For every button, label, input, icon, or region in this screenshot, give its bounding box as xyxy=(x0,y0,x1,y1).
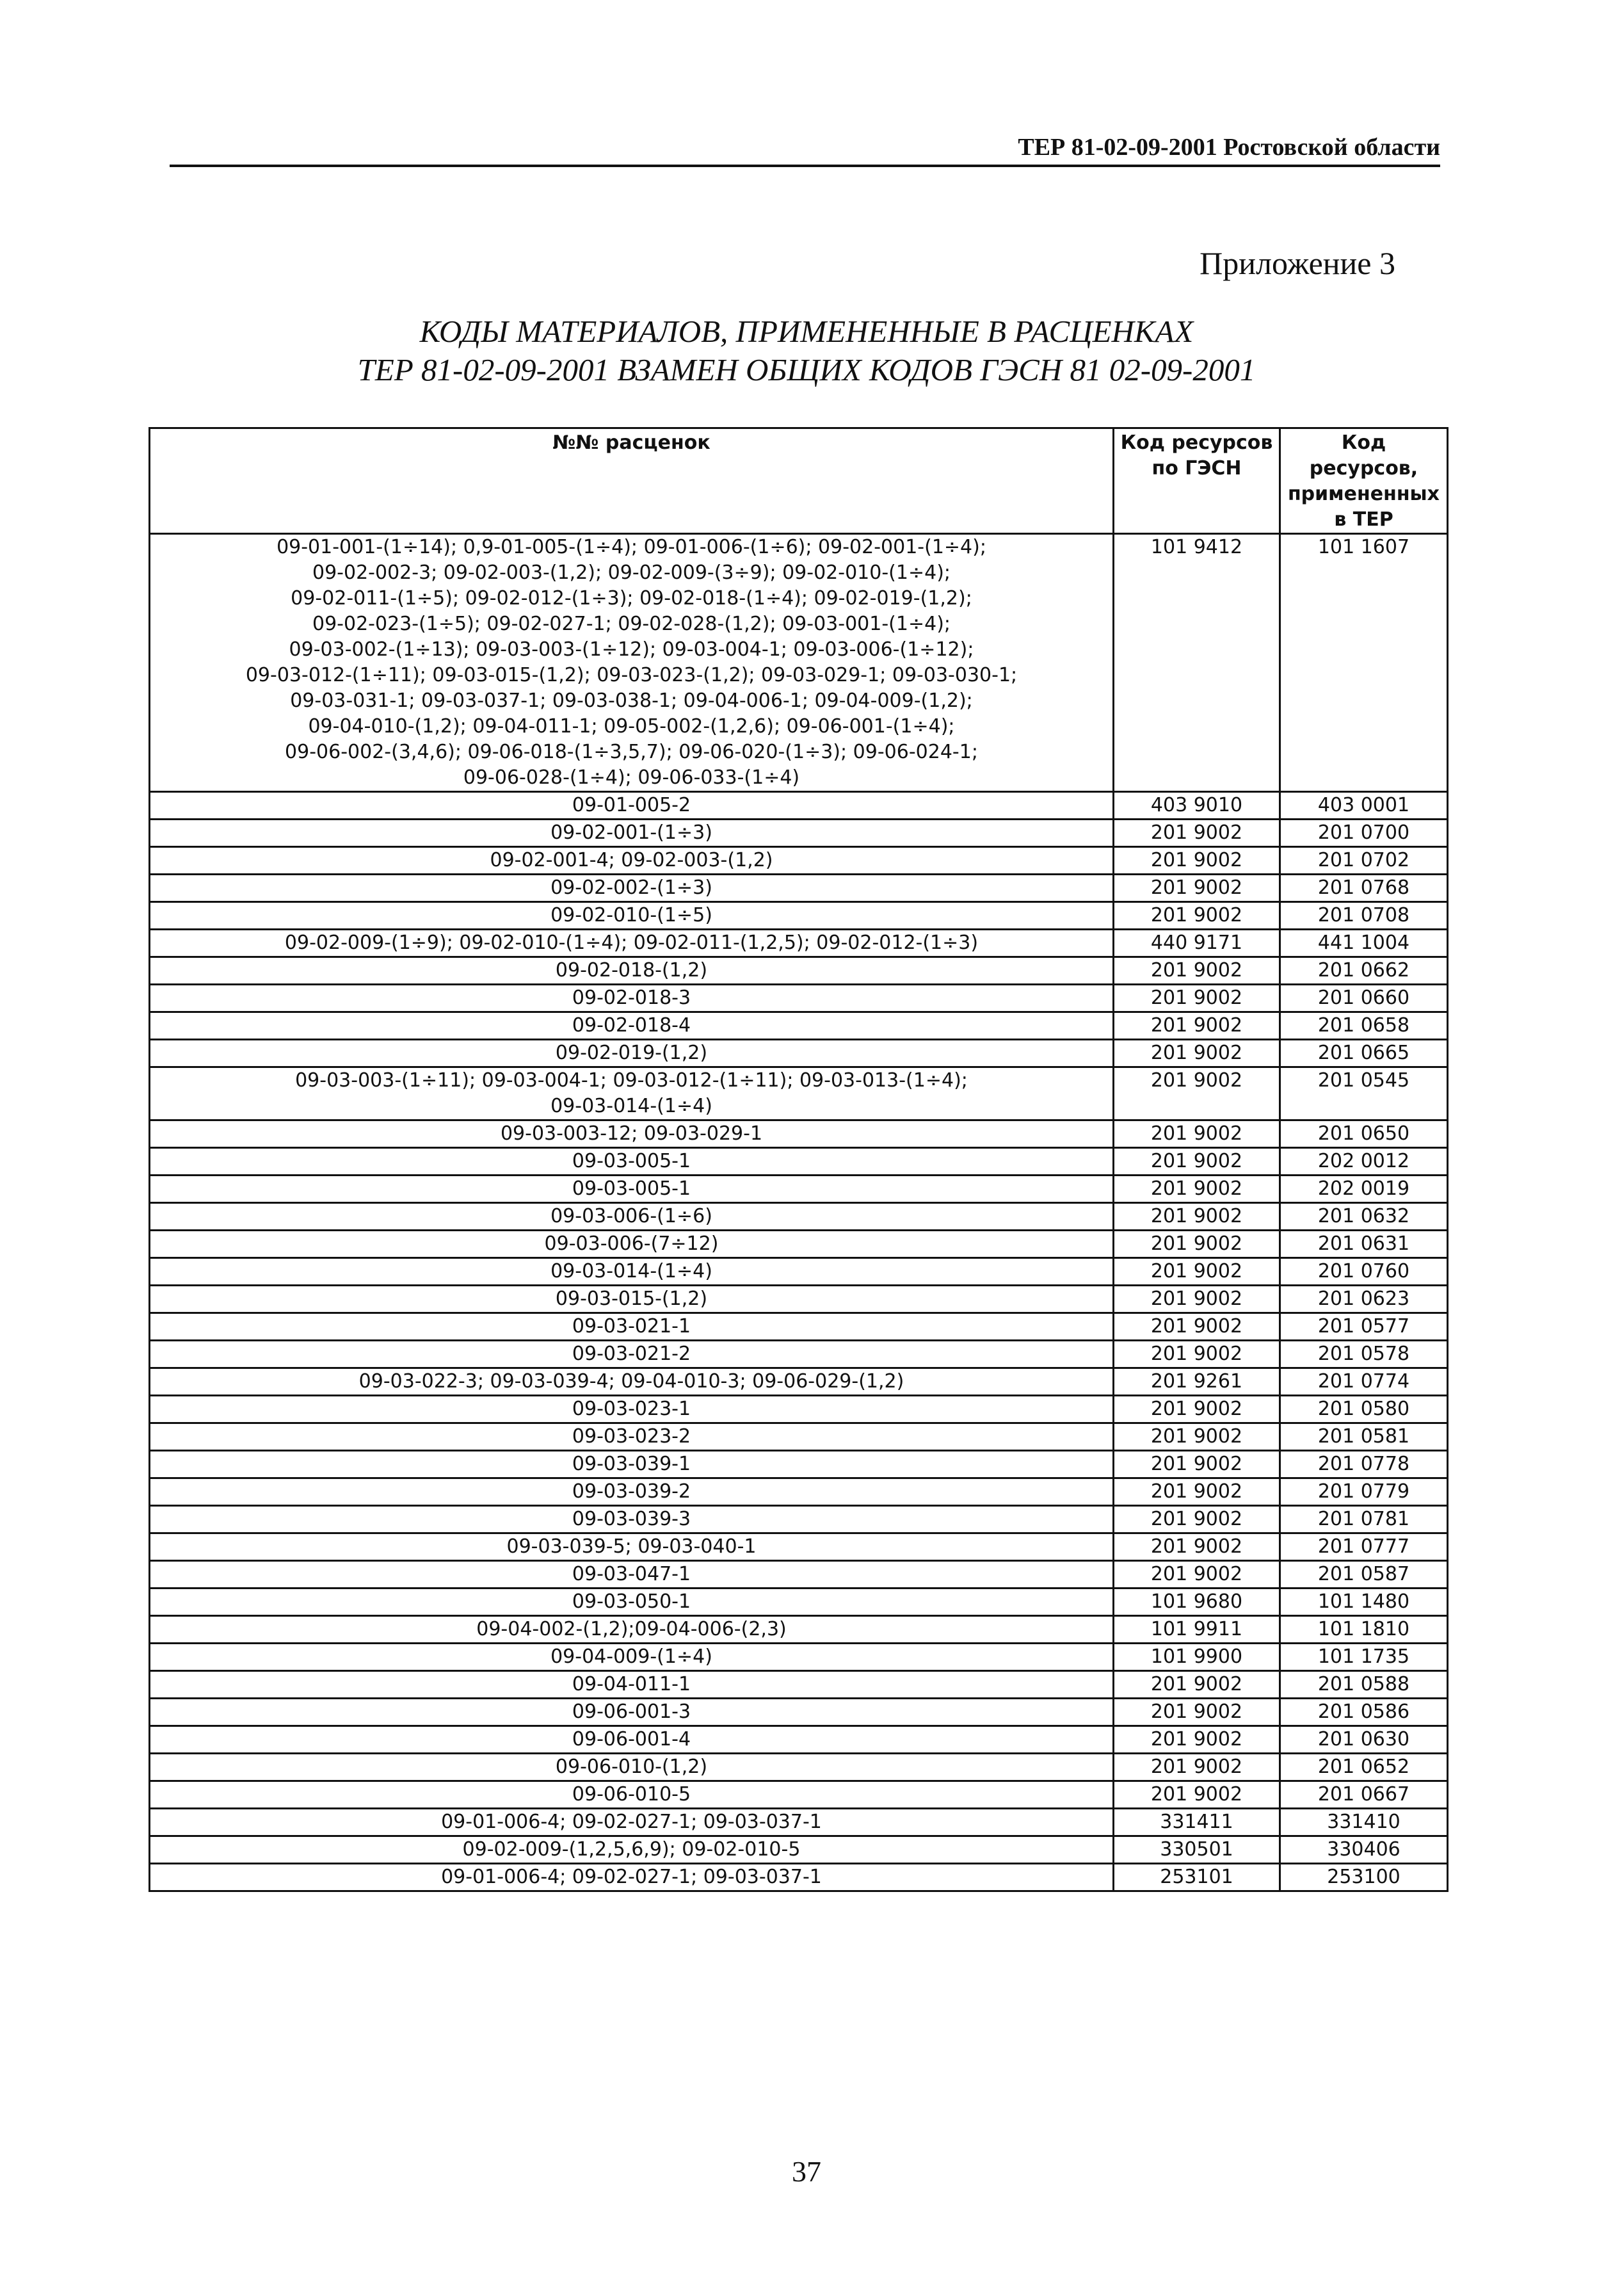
ter-code-cell: 201 0662 xyxy=(1280,957,1448,985)
rates-line: 09-02-001-(1÷3) xyxy=(550,821,712,844)
table-header-row xyxy=(150,428,1448,534)
ter-code-cell: 201 0586 xyxy=(1280,1699,1448,1726)
table-row xyxy=(150,1148,1448,1176)
table-row xyxy=(150,1836,1448,1864)
rates-cell xyxy=(150,1120,1114,1148)
rates-cell xyxy=(150,1561,1114,1589)
rates-line: 09-06-002-(3,4,6); 09-06-018-(1÷3,5,7); 09-06-020-(1÷3); 09-06-024-1; xyxy=(285,741,978,763)
table-row xyxy=(150,1644,1448,1671)
rates-line: 09-03-022-3; 09-03-039-4; 09-04-010-3; 09-06-029-(1,2) xyxy=(358,1370,904,1393)
rates-cell xyxy=(150,985,1114,1012)
table-row xyxy=(150,1754,1448,1781)
rates-cell xyxy=(150,1341,1114,1368)
table-row xyxy=(150,1506,1448,1533)
rates-cell xyxy=(150,1478,1114,1506)
rates-cell xyxy=(150,1451,1114,1478)
rates-line: 09-04-009-(1÷4) xyxy=(550,1645,712,1668)
ter-code-cell: 201 0580 xyxy=(1280,1396,1448,1423)
rates-cell xyxy=(150,1506,1114,1533)
table-row xyxy=(150,1368,1448,1396)
gesn-code-cell: 201 9002 xyxy=(1114,902,1280,930)
table-row xyxy=(150,1176,1448,1203)
table-row xyxy=(150,1781,1448,1809)
rates-cell xyxy=(150,1836,1114,1864)
ter-code-cell: 101 1480 xyxy=(1280,1589,1448,1616)
rates-line: 09-03-039-2 xyxy=(572,1480,691,1503)
rates-line: 09-03-047-1 xyxy=(572,1563,691,1585)
rates-line: 09-04-011-1 xyxy=(572,1673,691,1695)
gesn-code-cell: 201 9002 xyxy=(1114,1341,1280,1368)
rates-line: 09-03-023-1 xyxy=(572,1398,691,1420)
ter-code-cell: 201 0578 xyxy=(1280,1341,1448,1368)
table-row xyxy=(150,1561,1448,1589)
gesn-code-cell: 201 9002 xyxy=(1114,1699,1280,1726)
gesn-code-cell: 101 9680 xyxy=(1114,1589,1280,1616)
rates-line: 09-02-002-3; 09-02-003-(1,2); 09-02-009-(3÷9); 09-02-010-(1÷4); xyxy=(312,562,951,584)
table-row xyxy=(150,1423,1448,1451)
rates-line: 09-01-005-2 xyxy=(572,794,691,816)
rates-line: 09-06-010-(1,2) xyxy=(555,1756,708,1778)
ter-code-cell: 201 0779 xyxy=(1280,1478,1448,1506)
rates-line: 09-01-006-4; 09-02-027-1; 09-03-037-1 xyxy=(441,1866,822,1888)
rates-cell xyxy=(150,1616,1114,1644)
rates-line: 09-03-039-5; 09-03-040-1 xyxy=(506,1535,757,1558)
running-head: ТЕР 81-02-09-2001 Ростовской области xyxy=(170,131,1440,167)
rates-line: 09-03-031-1; 09-03-037-1; 09-03-038-1; 09-04-006-1; 09-04-009-(1,2); xyxy=(290,690,973,712)
table-row xyxy=(150,1258,1448,1286)
ter-code-cell: 201 0774 xyxy=(1280,1368,1448,1396)
table-row xyxy=(150,1478,1448,1506)
rates-line: 09-01-006-4; 09-02-027-1; 09-03-037-1 xyxy=(441,1811,822,1833)
gesn-code-cell: 201 9002 xyxy=(1114,1203,1280,1231)
rates-line: 09-02-018-3 xyxy=(572,987,691,1009)
table-row xyxy=(150,930,1448,957)
table-row xyxy=(150,875,1448,902)
table-row xyxy=(150,957,1448,985)
ter-code-cell: 201 0652 xyxy=(1280,1754,1448,1781)
rates-line: 09-06-001-3 xyxy=(572,1701,691,1723)
rates-line: 09-03-015-(1,2) xyxy=(555,1288,708,1310)
rates-line: 09-03-003-(1÷11); 09-03-004-1; 09-03-012-(1÷11); 09-03-013-(1÷4); xyxy=(295,1069,968,1092)
table-row xyxy=(150,1726,1448,1754)
gesn-code-cell: 201 9002 xyxy=(1114,1506,1280,1533)
rates-cell xyxy=(150,1258,1114,1286)
rates-line: 09-03-014-(1÷4) xyxy=(550,1095,712,1117)
table-row xyxy=(150,820,1448,847)
rates-cell xyxy=(150,1148,1114,1176)
table-row xyxy=(150,1699,1448,1726)
rates-cell xyxy=(150,902,1114,930)
ter-code-cell: 201 0778 xyxy=(1280,1451,1448,1478)
rates-line: 09-03-021-1 xyxy=(572,1315,691,1338)
table-row xyxy=(150,1533,1448,1561)
ter-code-cell: 101 1607 xyxy=(1280,534,1448,792)
appendix-label: Приложение 3 xyxy=(1200,245,1395,281)
rates-cell xyxy=(150,792,1114,820)
table-row xyxy=(150,1203,1448,1231)
rates-line: 09-03-006-(1÷6) xyxy=(550,1205,712,1227)
table-row xyxy=(150,1589,1448,1616)
rates-line: 09-06-010-5 xyxy=(572,1783,691,1806)
rates-cell xyxy=(150,534,1114,792)
ter-code-cell: 202 0019 xyxy=(1280,1176,1448,1203)
ter-code-cell: 201 0581 xyxy=(1280,1423,1448,1451)
rates-line: 09-03-005-1 xyxy=(572,1177,691,1200)
table-row xyxy=(150,1313,1448,1341)
ter-code-cell: 201 0760 xyxy=(1280,1258,1448,1286)
table-body xyxy=(150,534,1448,1891)
table-row xyxy=(150,1864,1448,1891)
rates-line: 09-03-039-1 xyxy=(572,1453,691,1475)
gesn-code-cell: 201 9002 xyxy=(1114,1258,1280,1286)
ter-code-cell: 201 0702 xyxy=(1280,847,1448,875)
ter-code-cell: 331410 xyxy=(1280,1809,1448,1836)
ter-code-cell: 202 0012 xyxy=(1280,1148,1448,1176)
gesn-code-cell: 201 9002 xyxy=(1114,1478,1280,1506)
title-line-1: КОДЫ МАТЕРИАЛОВ, ПРИМЕНЕННЫЕ В РАСЦЕНКАХ xyxy=(419,314,1194,349)
ter-code-cell: 201 0623 xyxy=(1280,1286,1448,1313)
rates-line: 09-03-002-(1÷13); 09-03-003-(1÷12); 09-03-004-1; 09-03-006-(1÷12); xyxy=(289,638,974,661)
rates-cell xyxy=(150,1067,1114,1120)
rates-cell xyxy=(150,1533,1114,1561)
rates-cell xyxy=(150,1754,1114,1781)
table-row xyxy=(150,1341,1448,1368)
table-row xyxy=(150,1809,1448,1836)
rates-cell xyxy=(150,1809,1114,1836)
rates-line: 09-03-012-(1÷11); 09-03-015-(1,2); 09-03-023-(1,2); 09-03-029-1; 09-03-030-1; xyxy=(245,664,1018,686)
table-row xyxy=(150,902,1448,930)
table-row xyxy=(150,534,1448,792)
table-row xyxy=(150,847,1448,875)
rates-line: 09-04-010-(1,2); 09-04-011-1; 09-05-002-(1,2,6); 09-06-001-(1÷4); xyxy=(308,715,955,738)
header-gesn-code: Код ресурсов по ГЭСН xyxy=(1114,428,1280,534)
ter-code-cell: 441 1004 xyxy=(1280,930,1448,957)
gesn-code-cell: 440 9171 xyxy=(1114,930,1280,957)
rates-cell xyxy=(150,1644,1114,1671)
table-row xyxy=(150,1040,1448,1067)
gesn-code-cell: 201 9002 xyxy=(1114,1561,1280,1589)
rates-line: 09-02-018-(1,2) xyxy=(555,959,708,982)
rates-cell xyxy=(150,1176,1114,1203)
ter-code-cell: 330406 xyxy=(1280,1836,1448,1864)
ter-code-cell: 201 0650 xyxy=(1280,1120,1448,1148)
ter-code-cell: 201 0708 xyxy=(1280,902,1448,930)
table-row xyxy=(150,1120,1448,1148)
ter-code-cell: 201 0665 xyxy=(1280,1040,1448,1067)
rates-line: 09-02-018-4 xyxy=(572,1014,691,1037)
gesn-code-cell: 201 9002 xyxy=(1114,1726,1280,1754)
header-ter-code: Код ресурсов, примененных в ТЕР xyxy=(1280,428,1448,534)
gesn-code-cell: 201 9002 xyxy=(1114,820,1280,847)
rates-cell xyxy=(150,1699,1114,1726)
ter-code-cell: 201 0577 xyxy=(1280,1313,1448,1341)
rates-line: 09-01-001-(1÷14); 0,9-01-005-(1÷4); 09-01-006-(1÷6); 09-02-001-(1÷4); xyxy=(277,536,986,558)
rates-cell xyxy=(150,1040,1114,1067)
page-number: 37 xyxy=(792,2155,821,2188)
ter-code-cell: 101 1810 xyxy=(1280,1616,1448,1644)
ter-code-cell: 201 0768 xyxy=(1280,875,1448,902)
gesn-code-cell: 101 9911 xyxy=(1114,1616,1280,1644)
rates-cell xyxy=(150,1671,1114,1699)
rates-cell xyxy=(150,1203,1114,1231)
rates-cell xyxy=(150,1396,1114,1423)
ter-code-cell: 201 0700 xyxy=(1280,820,1448,847)
rates-line: 09-06-028-(1÷4); 09-06-033-(1÷4) xyxy=(463,766,800,789)
codes-table xyxy=(148,427,1448,1892)
gesn-code-cell: 331411 xyxy=(1114,1809,1280,1836)
rates-cell xyxy=(150,1313,1114,1341)
gesn-code-cell: 201 9002 xyxy=(1114,1148,1280,1176)
rates-cell xyxy=(150,1726,1114,1754)
rates-line: 09-02-002-(1÷3) xyxy=(550,877,712,899)
gesn-code-cell: 201 9002 xyxy=(1114,1176,1280,1203)
gesn-code-cell: 201 9002 xyxy=(1114,1286,1280,1313)
gesn-code-cell: 201 9002 xyxy=(1114,1533,1280,1561)
document-title xyxy=(0,312,1613,389)
gesn-code-cell: 201 9002 xyxy=(1114,1231,1280,1258)
table-row xyxy=(150,792,1448,820)
ter-code-cell: 201 0781 xyxy=(1280,1506,1448,1533)
table-row xyxy=(150,1451,1448,1478)
gesn-code-cell: 201 9002 xyxy=(1114,1120,1280,1148)
rates-line: 09-06-001-4 xyxy=(572,1728,691,1750)
rates-line: 09-02-009-(1,2,5,6,9); 09-02-010-5 xyxy=(462,1838,801,1861)
rates-line: 09-03-021-2 xyxy=(572,1343,691,1365)
ter-code-cell: 201 0658 xyxy=(1280,1012,1448,1040)
gesn-code-cell: 201 9002 xyxy=(1114,1451,1280,1478)
rates-cell xyxy=(150,1286,1114,1313)
gesn-code-cell: 403 9010 xyxy=(1114,792,1280,820)
gesn-code-cell: 201 9002 xyxy=(1114,1781,1280,1809)
rates-line: 09-02-011-(1÷5); 09-02-012-(1÷3); 09-02-018-(1÷4); 09-02-019-(1,2); xyxy=(291,587,972,610)
title-line-2: ТЕР 81-02-09-2001 ВЗАМЕН ОБЩИХ КОДОВ ГЭСН 81 02-09-2001 xyxy=(357,352,1256,387)
gesn-code-cell: 201 9261 xyxy=(1114,1368,1280,1396)
rates-line: 09-03-003-12; 09-03-029-1 xyxy=(500,1122,763,1145)
rates-line: 09-03-039-3 xyxy=(572,1508,691,1530)
ter-code-cell: 201 0667 xyxy=(1280,1781,1448,1809)
gesn-code-cell: 330501 xyxy=(1114,1836,1280,1864)
rates-line: 09-02-001-4; 09-02-003-(1,2) xyxy=(490,849,773,871)
ter-code-cell: 201 0587 xyxy=(1280,1561,1448,1589)
rates-line: 09-02-023-(1÷5); 09-02-027-1; 09-02-028-(1,2); 09-03-001-(1÷4); xyxy=(312,613,951,635)
ter-code-cell: 101 1735 xyxy=(1280,1644,1448,1671)
ter-code-cell: 201 0588 xyxy=(1280,1671,1448,1699)
ter-code-cell: 403 0001 xyxy=(1280,792,1448,820)
rates-cell xyxy=(150,1423,1114,1451)
gesn-code-cell: 201 9002 xyxy=(1114,1313,1280,1341)
rates-line: 09-02-019-(1,2) xyxy=(555,1042,708,1064)
rates-cell xyxy=(150,1231,1114,1258)
table-row xyxy=(150,1012,1448,1040)
gesn-code-cell: 201 9002 xyxy=(1114,1396,1280,1423)
table-row xyxy=(150,1671,1448,1699)
rates-line: 09-03-014-(1÷4) xyxy=(550,1260,712,1282)
rates-line: 09-03-006-(7÷12) xyxy=(544,1233,719,1255)
rates-cell xyxy=(150,930,1114,957)
rates-cell xyxy=(150,1368,1114,1396)
gesn-code-cell: 201 9002 xyxy=(1114,1423,1280,1451)
rates-line: 09-04-002-(1,2);09-04-006-(2,3) xyxy=(476,1618,787,1640)
gesn-code-cell: 201 9002 xyxy=(1114,847,1280,875)
rates-cell xyxy=(150,1012,1114,1040)
table-row xyxy=(150,1616,1448,1644)
rates-line: 09-03-005-1 xyxy=(572,1150,691,1172)
rates-cell xyxy=(150,847,1114,875)
table-row xyxy=(150,1067,1448,1120)
rates-cell xyxy=(150,820,1114,847)
ter-code-cell: 201 0631 xyxy=(1280,1231,1448,1258)
gesn-code-cell: 201 9002 xyxy=(1114,1040,1280,1067)
gesn-code-cell: 201 9002 xyxy=(1114,1754,1280,1781)
rates-cell xyxy=(150,957,1114,985)
gesn-code-cell: 101 9412 xyxy=(1114,534,1280,792)
gesn-code-cell: 201 9002 xyxy=(1114,957,1280,985)
rates-line: 09-02-009-(1÷9); 09-02-010-(1÷4); 09-02-011-(1,2,5); 09-02-012-(1÷3) xyxy=(284,932,979,954)
ter-code-cell: 201 0632 xyxy=(1280,1203,1448,1231)
rates-line: 09-02-010-(1÷5) xyxy=(550,904,712,926)
gesn-code-cell: 201 9002 xyxy=(1114,1012,1280,1040)
gesn-code-cell: 101 9900 xyxy=(1114,1644,1280,1671)
rates-cell xyxy=(150,1781,1114,1809)
ter-code-cell: 253100 xyxy=(1280,1864,1448,1891)
rates-cell xyxy=(150,875,1114,902)
rates-line: 09-03-050-1 xyxy=(572,1590,691,1613)
ter-code-cell: 201 0777 xyxy=(1280,1533,1448,1561)
gesn-code-cell: 253101 xyxy=(1114,1864,1280,1891)
table-row xyxy=(150,1286,1448,1313)
gesn-code-cell: 201 9002 xyxy=(1114,1671,1280,1699)
gesn-code-cell: 201 9002 xyxy=(1114,1067,1280,1120)
rates-cell xyxy=(150,1589,1114,1616)
table-row xyxy=(150,1396,1448,1423)
ter-code-cell: 201 0630 xyxy=(1280,1726,1448,1754)
rates-cell xyxy=(150,1864,1114,1891)
gesn-code-cell: 201 9002 xyxy=(1114,875,1280,902)
table-row xyxy=(150,1231,1448,1258)
ter-code-cell: 201 0660 xyxy=(1280,985,1448,1012)
ter-code-cell: 201 0545 xyxy=(1280,1067,1448,1120)
gesn-code-cell: 201 9002 xyxy=(1114,985,1280,1012)
table-row xyxy=(150,985,1448,1012)
rates-line: 09-03-023-2 xyxy=(572,1425,691,1448)
header-rates: №№ расценок xyxy=(150,428,1114,534)
